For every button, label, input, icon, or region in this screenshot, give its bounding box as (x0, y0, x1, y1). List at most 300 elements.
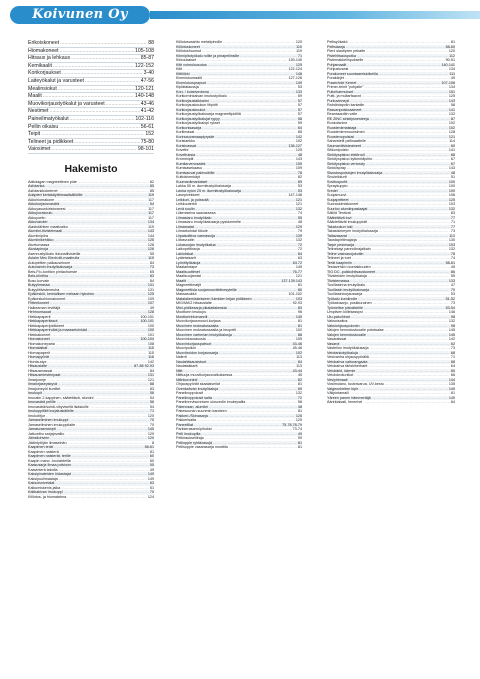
index-entry-title: Lakioliskat (176, 251, 194, 256)
index-entry-title: Vesiyhimaali (327, 377, 348, 382)
index-entry-page: 142 (295, 134, 302, 139)
index-entry-page: 131 (147, 283, 154, 288)
index-entry-title: Kiillotusvaahto metalipinoille (176, 40, 223, 44)
index-entry-page: 43-46 (140, 100, 154, 107)
index-entry-title: Kovettuksia (176, 152, 196, 157)
index-entry-title: Vetokärki, kärmie (327, 368, 356, 373)
index-entry-page: 84 (297, 251, 302, 256)
index-entry-title: Pellisiaarja (327, 44, 345, 49)
index-entry-title: Umpiiven kiillekassysi (327, 310, 363, 314)
index-entry-page: 73 (149, 265, 154, 270)
index-entry-title: Tiivisteiden imutyökaluja (327, 274, 367, 278)
index-entry-page: 103 (295, 296, 302, 301)
index-entry-title: Autonamin imutyökalusarja (28, 265, 73, 270)
index-entry-page: 88 (148, 40, 154, 46)
index-entry-page: 151 (448, 89, 455, 94)
index-entry-title: Telineet ja tuet (327, 256, 351, 260)
index-entry-title: Lokasuojan imutyökalua (176, 242, 216, 247)
index-entry-title: Kaapin mano -huolahteilla (28, 458, 71, 463)
index-entry-page: 51 (149, 485, 154, 490)
index-entry-page: 98-101 (137, 146, 154, 153)
index-entry-title: RE ZINC sinkitysnesteeja (327, 116, 369, 121)
index-entry-page: 100 (448, 184, 455, 188)
index-entry-page: 119 (148, 224, 154, 229)
index-entry-title: Liikeniselva saavassesa (176, 211, 216, 215)
index-entry-page: 71 (297, 53, 302, 58)
index-entry-title: Pellin oikaisu (28, 123, 59, 130)
index-entry-page: 84 (297, 359, 302, 364)
index-entry-title: Jäinsitohvien (28, 436, 50, 441)
index-entry-title: Kumitarvenosatek (176, 161, 206, 166)
index-entry-title: Muovinen moksatussasita ja imupelti (176, 328, 237, 332)
index-entry-page: 149 (295, 80, 302, 85)
index-entry-page: 78 (297, 170, 302, 175)
index-entry-page: 83 (149, 386, 154, 391)
index-entry-title: Vasteilun imutyökalusarja (327, 346, 369, 350)
index-entry-title: Taltavasarat (327, 233, 347, 238)
index-entry-page: 85 (297, 130, 302, 134)
index-entry-title: Pistehitsausputka (327, 53, 356, 58)
index-entry-page: 71 (450, 355, 455, 359)
index-entry-title: TIG DC -puikkohitsauskoneet (327, 269, 376, 274)
index-entry-title: Hitsausmassat (28, 368, 53, 373)
dot-leader (59, 124, 139, 131)
column-left (28, 40, 154, 499)
index-entry-title: Nestimet (28, 108, 49, 115)
index-entry-page: 102 (448, 121, 455, 125)
index-entry-page: 49 (149, 305, 154, 310)
index-entry-title: Liimamalat (176, 224, 194, 229)
index-entry-page: 139-140 (288, 58, 302, 62)
column-middle (176, 40, 302, 450)
index-entry (28, 116, 154, 124)
index-entry-page: 64 (297, 125, 302, 130)
index-entry-page: 147-148 (288, 193, 302, 197)
index-entry-page: 145 (295, 314, 302, 319)
index-entry-page: 96 (297, 310, 302, 314)
index-entry (28, 124, 154, 132)
index-entry-page: 60 (149, 458, 154, 463)
index-entry-title: Kalibakivan imukuppi (28, 490, 63, 495)
index-entry-page: 143 (147, 229, 154, 234)
index-entry-page: 125 (448, 94, 455, 98)
index-entry-title: Kaksoisnivelalat (28, 481, 55, 486)
index-entry-page: 105 (295, 161, 302, 166)
index-entry-page: 58 (450, 103, 455, 107)
index-entry-page: 53 (297, 184, 302, 188)
index-entry-page: 81 (297, 409, 302, 413)
index-entry-page: 134 (448, 85, 455, 89)
index-entry-title: Lyätetaisarit (176, 256, 196, 260)
index-entry-title: Hiekkakoneet (28, 332, 51, 337)
index-entry-page: 121 (147, 377, 154, 382)
index-entry-page: 145 (448, 328, 455, 332)
index-entry-title: Taustapiritimajarja (327, 238, 357, 242)
index-entry-title: Kaksipuolimaalaja (28, 476, 58, 481)
index-entry-page: 47 (450, 283, 455, 287)
index-entry (28, 93, 154, 101)
index-entry-page: 81 (297, 440, 302, 445)
index-entry-page: 120-121 (134, 85, 154, 92)
index-entry-title: Butyylimassa (28, 283, 50, 288)
index-entry-page: 105-108 (134, 47, 154, 54)
index-entry-page: 85 (149, 184, 154, 189)
index-entry-title: Imuratin 2-kappinen, säätettävä, alumini (28, 395, 94, 400)
index-entry-title: Korirsauvamaapiprysile (176, 134, 215, 139)
alphabetical-index-middle (176, 40, 302, 450)
index-entry-title: Halkeaman levittäjä (28, 305, 61, 310)
index-entry-page: 125 (295, 148, 302, 152)
index-entry-page: 53-54 (445, 305, 455, 310)
index-entry-title: Bels-kiinthia (28, 274, 48, 279)
index-entry-title: Laikoprtitiosrja (176, 247, 200, 251)
index-entry-title: Akkuyasunkiristoravesi (28, 206, 66, 211)
index-entry-title: Filtterikoneet (28, 301, 50, 306)
index-entry-title: Muovinkaurasusla (176, 337, 206, 341)
index-entry-page: 43-44 (292, 368, 302, 373)
index-entry-title: Muovikorjausmuovi-korjaus (176, 319, 221, 323)
index-entry-title: Lakka 50 m. äurmitustyökalusarja (176, 184, 231, 188)
index-entry-title: Kivenlukumaalit (176, 76, 202, 80)
index-entry-page: 117 (148, 215, 154, 220)
index-entry-page: 117 (148, 206, 154, 211)
header-band (150, 11, 480, 19)
index-entry-page: 71 (149, 409, 154, 414)
index-entry-page: 145 (448, 332, 455, 337)
index-entry-page: 88 (149, 382, 154, 387)
index-entry-page: 132 (448, 247, 455, 251)
index-entry-page: 69 (297, 386, 302, 391)
index-entry-title: Hiekkapaperitasot (28, 319, 58, 324)
index-entry-title: Runkoisnine (327, 121, 348, 125)
index-entry-page: 132 (295, 206, 302, 211)
index-entry (28, 146, 154, 154)
index-entry-page: 132 (448, 112, 455, 116)
index-entry-page: 53 (450, 292, 455, 296)
index-entry-page: 55 (450, 274, 455, 278)
index-entry-page: 48 (297, 404, 302, 409)
index-entry-title: Levä suulin (176, 206, 195, 211)
index-entry-title: Kiplätalaussja (176, 85, 199, 89)
index-entry-page: 90-91 (445, 58, 455, 62)
index-entry-page: 79 (297, 229, 302, 233)
index-entry-page: 54 (149, 202, 154, 207)
index-entry-title: Pelkiraukselliraja (176, 436, 204, 440)
index-entry-title: Takasisimeyen imutyökalusarja (327, 229, 378, 233)
index-entry-title: Työkalu kumilnolle (327, 296, 358, 301)
index-entry-page: 143 (448, 98, 455, 103)
index-entry-title: Epäkeskiö, kemiallisen mekaan hykoimu (28, 292, 95, 297)
index-entry-title: Kaapimen naisterät, terille (28, 454, 71, 459)
index-entry-page: 58-61 (144, 445, 154, 450)
index-entry-title: Työkalusarju, puskkurainen (327, 301, 372, 305)
index-entry-page: 49 (450, 76, 455, 80)
index-entry-title: Naulahitsausistoot (176, 359, 207, 364)
index-entry-title: Korikorjauslaikkaimi (176, 98, 209, 103)
index-entry-page: 58 (297, 400, 302, 404)
index-entry-page: 65 (450, 368, 455, 373)
index-entry-page: 78 (450, 251, 455, 256)
index-entry-title: Maalisuojamtat (176, 274, 201, 278)
index-entry-title: Maalarintape (176, 265, 198, 269)
index-entry-title: Muovitroidon korjaussarja (176, 350, 219, 355)
index-entry-page: 145 (147, 427, 154, 432)
index-entry-title: Sivuleikkurit (327, 175, 347, 179)
index-entry-page: 77 (450, 215, 455, 220)
index-entry-title: Kaasusarja Ilmaa polvioon (28, 463, 72, 468)
index-entry-title: Korilimasat (176, 130, 195, 134)
dot-leader (70, 116, 135, 123)
index-entry-page: 101-102 (288, 292, 302, 296)
index-entry-page: 70 (149, 422, 154, 427)
index-entry-title: Hiomakoneet (28, 337, 50, 342)
index-entry-title: Leikkuuterkit (176, 202, 197, 206)
index-entry-title: Korikorninkaivan imutustyökalu (176, 94, 227, 98)
index-entry-title: Suoraukimiskoneet (327, 202, 359, 206)
index-entry-page: 72 (297, 242, 302, 247)
index-entry-title: Beis-Flo-tuntiton pintaohueste (28, 269, 77, 274)
index-entry-title: Jatkoelbu sarjajovaltio (28, 431, 65, 436)
index-entry-page: 45-46 (292, 346, 302, 350)
index-entry-title: Moottorinhtomanrili (176, 314, 208, 319)
index-entry-title: Asfotanka (28, 184, 45, 189)
index-entry-title: Paneeliliat (176, 422, 194, 427)
index-entry-title: Säätettävä tuvi (327, 215, 352, 220)
index-entry-page: 82 (297, 377, 302, 382)
section-title: Hakemisto (64, 162, 118, 175)
index-entry-title: Kitti voimulousutos (176, 62, 207, 67)
index-entry-page: 53 (297, 85, 302, 89)
index-entry-title: Kemikaalit (28, 62, 52, 69)
index-entry-page: 81 (297, 319, 302, 323)
index-entry-title: Vesivanha ohjauspyörällä (327, 355, 369, 359)
index-entry-title: Liimasiaru imutyökalu (176, 215, 212, 220)
index-entry-title: Sinkityspistoo kytkentäjohto (327, 157, 373, 161)
index-entry-page: 109 (147, 296, 154, 301)
index-entry-title: Hitsausmiestenpaat (28, 373, 61, 378)
dot-leader (363, 400, 450, 405)
index-entry-page: 56 (149, 391, 154, 396)
index-entry-title: Pohjamaalit (327, 62, 347, 67)
index-entry-title: Lanka nylon 25 m. äurmitustyökalusarja (176, 188, 241, 193)
index-entry-page: 68 (450, 359, 455, 364)
index-entry-title: Työmeitse pistokkeille (327, 305, 363, 310)
index-entry-title: Valojen kennotustuoalle pototsaise (327, 328, 384, 332)
index-entry-page: 63 (297, 256, 302, 260)
index-entry-title: Alumiinikehikko (28, 238, 54, 243)
index-entry-page: 129 (147, 431, 154, 436)
index-entry-title: Kaavinterä tabolla (28, 467, 58, 472)
alphabetical-index-left (28, 180, 154, 500)
index-entry-title: Telineet ja pidikkeet (28, 138, 74, 145)
index-entry-title: Panelinrevtsunnisen ulosvedin imukepallla (176, 400, 246, 404)
index-entry-title: Parkkerasarm/pihukst (176, 427, 212, 431)
index-entry-title: Terät kaapimiin (327, 260, 352, 265)
index-entry-title: Korikorjaukset (28, 70, 61, 77)
index-entry-title: Pieni slautipren pekalte (327, 49, 366, 53)
index-entry-title: Bosc-korvain (28, 278, 50, 283)
dot-leader (58, 86, 134, 93)
index-entry-page: 119 (148, 256, 154, 261)
index-entry-page: 81 (297, 283, 302, 287)
index-entry-page: 48 (297, 152, 302, 157)
index-entry-title: Hitsauslaite (28, 364, 48, 369)
index-entry-page: 141 (448, 148, 455, 152)
index-entry-page: 70 (149, 418, 154, 423)
index-entry-title: Ohjauspyöriät skaalaisellat (176, 382, 220, 386)
index-entry-title: Kumisauvat palevulbille (176, 170, 215, 175)
index-entry-title: Hiomakoneet (28, 47, 59, 54)
index-entry-title: Vasaratssat (327, 337, 347, 341)
index-entry-title: Muovinen varhenan imutyökalusja (176, 332, 232, 337)
index-entry (28, 101, 154, 109)
index-entry-page: 83 (450, 211, 455, 215)
index-entry-title: Kuumanilmantaiset (176, 179, 208, 184)
index-entry-page: 58-61 (445, 260, 455, 265)
index-entry-page: 122-152 (134, 62, 154, 69)
index-entry-page: 113 (296, 364, 302, 368)
index-entry-title: Pellisopple vasarasarja mosttila (176, 445, 228, 449)
index-entry-page: 69 (297, 94, 302, 98)
index-entry (28, 131, 154, 139)
index-entry-page: 57 (297, 103, 302, 107)
index-entry-title: Krommipiit (176, 157, 194, 161)
index-entry-page: 120 (295, 40, 302, 44)
index-entry-title: Panelinoppolusit saita (176, 395, 212, 400)
index-entry-title: Erikoiskoneet (28, 40, 60, 46)
index-entry-title: Ruostenienmuunsimen (327, 130, 365, 134)
index-entry-page: 132 (295, 391, 302, 395)
index-entry-page: 70 (450, 287, 455, 292)
index-entry-page: 121 (448, 134, 455, 139)
index-entry-page: 113 (296, 355, 302, 359)
index-entry-page: 134 (147, 220, 154, 225)
index-entry-title: Hiomapaperit (28, 350, 50, 355)
index-entry-title: Korikorjaustyökalujat rypyy (176, 116, 220, 121)
index-entry-page: 86 (450, 269, 455, 274)
index-entry-title: Akkuportin (28, 215, 46, 220)
index-entry-title: Korikorjauskoukun litipidit (176, 103, 218, 107)
index-entry-title: Adapteri kertakäyttömaalisäiliöille (28, 193, 83, 198)
index-entry-page: 139 (295, 233, 302, 238)
index-entry-page: 120 (448, 49, 455, 53)
index-entry-title: Vetokahva vaiturangaala (327, 359, 368, 364)
index-entry-page: 85 (149, 188, 154, 193)
index-entry-page: 114 (449, 139, 455, 143)
index-entry-page: 47-56 (140, 77, 154, 84)
index-entry-page: 84 (450, 400, 455, 404)
index-entry-title: Tiivistemassa (327, 278, 350, 283)
index-entry-page: 132 (295, 238, 302, 242)
index-entry-page: 121 (295, 202, 302, 206)
index-entry-title: Yäreen panen hämmertäjä (327, 395, 371, 400)
index-entry-title: Imukutitjur (28, 413, 46, 418)
index-entry-title: Niittuuja muovikorjausvaikuksessa (176, 373, 233, 377)
index-entry-page: 119 (296, 49, 302, 53)
index-entry-page: 140-141 (441, 62, 455, 67)
index-entry-page: 84 (149, 368, 154, 373)
index-entry-page: 48 (450, 170, 455, 175)
index-entry-title: Asennustyökalu ikkunatiivisteille (28, 251, 81, 256)
index-entry-title: Saharstelit pellisaattelle (327, 139, 366, 143)
index-entry-title: Pulloiharmukset (327, 89, 354, 94)
index-entry-page: 149 (295, 265, 302, 269)
index-entry-title: Ulu-pakohinat (327, 314, 350, 319)
index-entry-page: 103 (448, 202, 455, 206)
index-entry-page: 102 (295, 328, 302, 332)
index-entry-title: Ilmajoineyöt kuntilet (28, 386, 61, 391)
index-entry-page: 132 (448, 206, 455, 211)
index-entry-page: 106 (448, 193, 455, 197)
index-entry-title: Moottorin imukupu (176, 310, 207, 314)
index-entry-page: 84 (149, 260, 154, 265)
index-entry-title: Magneettisia suojamuovitelinesyteille (176, 287, 237, 292)
page-header (0, 0, 480, 30)
index-entry-page: 43-46 (292, 341, 302, 346)
index-entry-page: 62 (450, 341, 455, 346)
dot-leader (60, 40, 147, 47)
index-entry-page: 132 (448, 319, 455, 323)
index-entry-page: 63.72 (292, 260, 302, 265)
index-entry-title: Leikkuri- ja poissotä (176, 197, 209, 202)
index-entry-title: Ilmarjoneje (28, 377, 47, 382)
index-entry-page: 54 (149, 404, 154, 409)
index-entry-title: Naulatakkarit (176, 364, 198, 368)
index-entry-title: Korikonisasarja (176, 125, 202, 130)
index-entry-page: 66 (450, 373, 455, 377)
index-entry-page: 117 (148, 211, 154, 216)
index-entry-title: Butyylitiivisteneuha (28, 287, 60, 292)
index-entry-title: Puwer/tole Kereet (327, 80, 357, 85)
index-entry-page: 133 (448, 278, 455, 283)
index-entry-page: 74 (297, 211, 302, 215)
index-entry-page: 64 (450, 364, 455, 368)
index-entry-page: 137-139.143 (281, 278, 302, 283)
index-entry-page: 73 (450, 229, 455, 233)
index-entry-title: Kirkoukaiset (176, 58, 197, 62)
index-entry-title: Suurloo alumiinpastaajat (327, 206, 368, 211)
index-entry (28, 40, 154, 48)
index-entry-page: 107 (147, 301, 154, 306)
index-entry-title: Porakoneet suuntaamisiolkeilla (327, 71, 378, 76)
index-entry-title: Kiillotushuumut (176, 49, 202, 53)
index-entry-page: 127-128 (288, 76, 302, 80)
index-entry-page: 134 (448, 67, 455, 71)
index-entry-page: 63 (149, 481, 154, 486)
index-entry-page: 48 (297, 220, 302, 224)
dot-leader (51, 146, 136, 153)
index-entry-page: 81 (297, 382, 302, 386)
index-entry-title: Hiekkapaperipidikkeet (28, 323, 65, 328)
index-entry-title: Nalerit (176, 355, 187, 359)
index-entry-title: Korisinassat (176, 143, 197, 148)
index-entry-title: Telinekayi pannolinajalkain (327, 247, 371, 251)
index-entry-title: Palenosan, alumiini (176, 404, 208, 409)
index-entry-page: 60 (149, 454, 154, 459)
index-entry-page: 87 (450, 116, 455, 121)
index-entry-title: Pellisyökalut (327, 40, 348, 44)
index-entry-title: Korikorjaustyökalusarja magneettipidillä (176, 112, 241, 116)
index-entry-title: Ruostenienaistaja (327, 125, 357, 130)
index-entry (28, 495, 154, 500)
index-entry-title: Kiillotus- ja hiomatahna (28, 494, 67, 499)
index-entry-title: Jäähdytöjän ilmaseinän (28, 440, 67, 445)
index-entry-title: Muovinen moksatussasita (176, 323, 219, 328)
index-entry-page: 81 (149, 449, 154, 454)
index-entry-page: 100 (448, 179, 455, 184)
index-entry-page: 146 (448, 310, 455, 314)
index-entry-page: 73 (450, 301, 455, 305)
